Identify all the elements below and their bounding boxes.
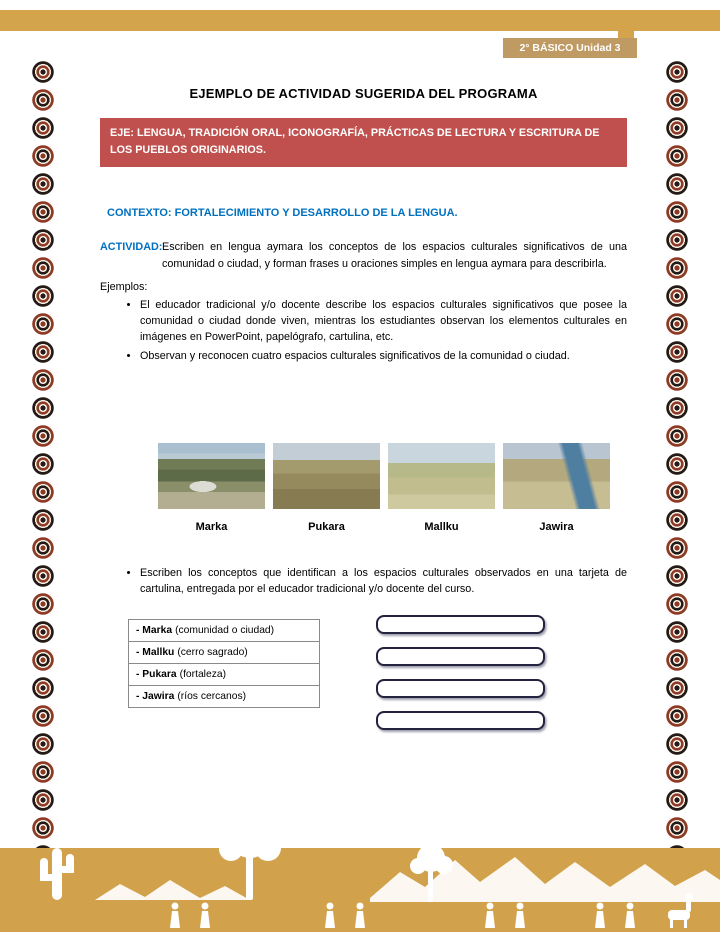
concept-desc: (comunidad o ciudad) [175, 624, 275, 636]
figure-mallku [388, 443, 495, 533]
andean-pattern-left [30, 58, 56, 848]
list-item: • El educador tradicional y/o docente describe los espacios culturales significativos que posee la comunidad o ciudad donde viven, mientras los estudiantes observan los elementos culturales en imágenes en PowerPoint, papelógrafo, cartulina, etc. [140, 297, 627, 346]
answer-box-2[interactable] [376, 647, 545, 666]
photo-label: Marka [195, 520, 228, 533]
answer-box-1[interactable] [376, 615, 545, 634]
page-title: EJEMPLO DE ACTIVIDAD SUGERIDA DEL PROGRAMA [189, 86, 538, 101]
answer-boxes [376, 615, 545, 730]
cultural-spaces-photos [158, 443, 627, 533]
ejemplos-heading: Ejemplos: [100, 280, 148, 293]
list-item: • Observan y reconocen cuatro espacios culturales significativos de la comunidad o ciudad. [140, 348, 627, 364]
list-item: • Escriben los conceptos que identifican a los espacios culturales observados en una tarjeta de cartulina, entregada por el educador tradicional y/o docente del curso. [140, 565, 627, 597]
table-row [129, 686, 319, 707]
photo-label: Pukara [308, 520, 345, 533]
answer-box-4[interactable] [376, 711, 545, 730]
eje-banner: EJE: LENGUA, TRADICIÓN ORAL, ICONOGRAFÍA, PRÁCTICAS DE LECTURA Y ESCRITURA DE LOS PUEBLOS ORIGINARIOS. [100, 118, 627, 167]
answer-box-3[interactable] [376, 679, 545, 698]
photo-label: Jawira [539, 520, 574, 533]
concept-term: - Jawira [136, 690, 175, 702]
unit-badge: 2° BÁSICO Unidad 3 [503, 38, 637, 58]
photo-mallku-image [388, 443, 495, 509]
photo-marka-image [158, 443, 265, 509]
footer-landscape-art [0, 802, 720, 932]
tarjeta-list [100, 565, 627, 597]
table-row [129, 664, 319, 686]
actividad-paragraph [100, 239, 627, 271]
figure-jawira [503, 443, 610, 533]
photo-label: Mallku [424, 520, 459, 533]
concept-term: - Pukara [136, 668, 177, 680]
actividad-text: Escriben en lengua aymara los conceptos de los espacios culturales significativos de una comunidad o ciudad, y forman frases u oraciones simples en lengua aymara para describirla. [162, 241, 627, 270]
concept-desc: (fortaleza) [179, 668, 226, 680]
table-row [129, 642, 319, 664]
andean-pattern-right [664, 58, 690, 848]
concepts-and-answers [128, 619, 627, 730]
figure-pukara [273, 443, 380, 533]
main-content [100, 86, 627, 730]
top-gold-bar [0, 10, 720, 31]
photo-jawira-image [503, 443, 610, 509]
contexto-heading: CONTEXTO: FORTALECIMIENTO Y DESARROLLO DE LA LENGUA. [107, 207, 458, 220]
examples-list [100, 297, 627, 365]
actividad-label: ACTIVIDAD: [100, 241, 163, 254]
photo-pukara-image [273, 443, 380, 509]
concept-term: - Marka [136, 624, 173, 636]
concept-desc: (cerro sagrado) [177, 646, 248, 658]
figure-marka [158, 443, 265, 533]
concept-table [128, 619, 320, 708]
concept-desc: (ríos cercanos) [177, 690, 247, 702]
concept-term: - Mallku [136, 646, 175, 658]
table-row [129, 620, 319, 642]
